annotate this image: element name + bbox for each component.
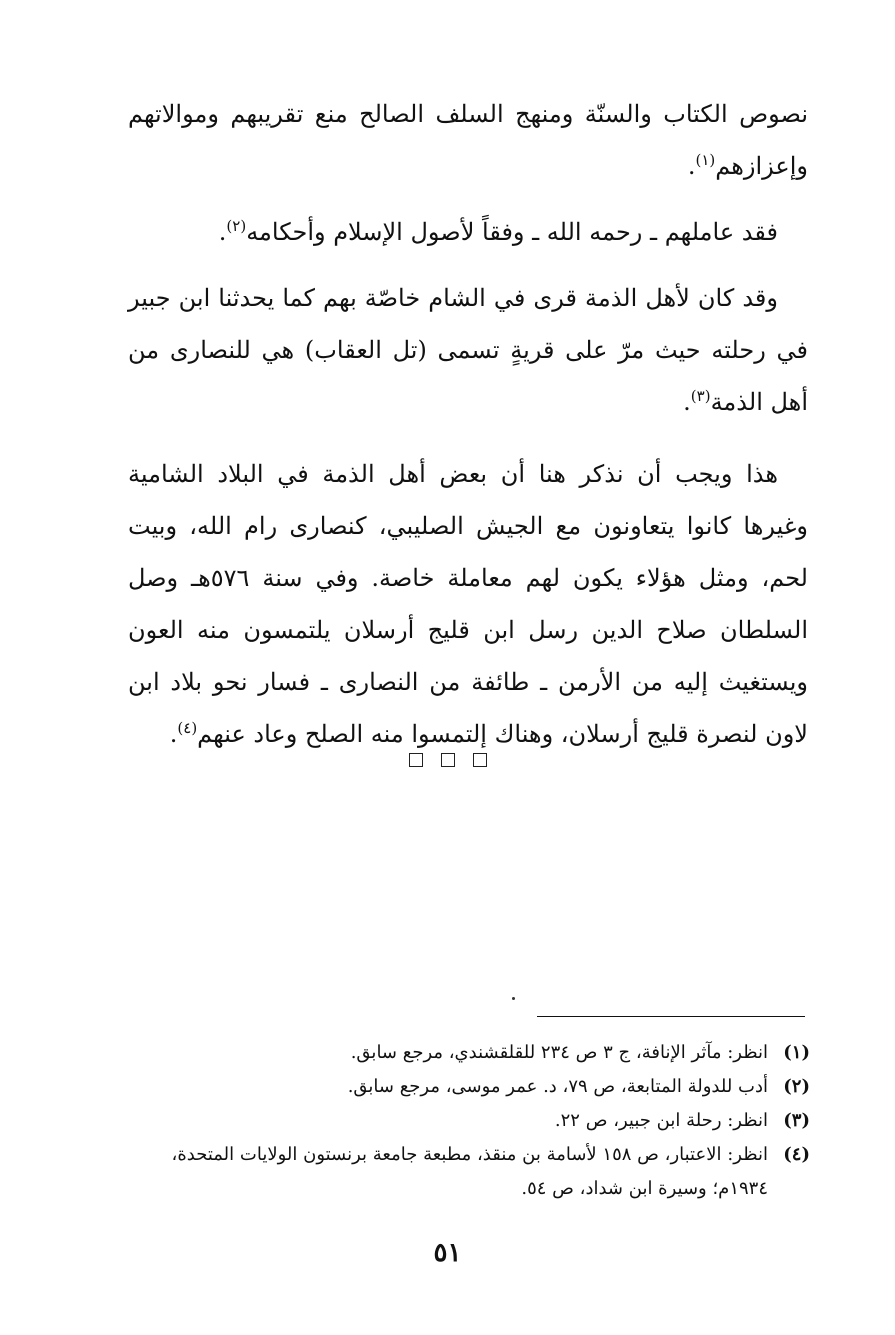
footnote-ref-4[interactable]: (٤) bbox=[177, 719, 198, 737]
paragraph-3-end: . bbox=[683, 388, 691, 416]
paragraph-4 bbox=[128, 448, 808, 760]
footnote-4 bbox=[120, 1138, 810, 1206]
footnote-divider bbox=[537, 1016, 805, 1017]
paragraph-1 bbox=[128, 88, 808, 192]
stray-dot bbox=[512, 997, 515, 1000]
footnote-text: انظر: مآثر الإنافة، ج ٣ ص ٢٣٤ للقلقشندي، مرجع سابق. bbox=[350, 1042, 768, 1063]
footnote-number: (١) bbox=[783, 1042, 810, 1063]
paragraph-1-end: . bbox=[687, 152, 696, 180]
footnote-number: (٢) bbox=[783, 1076, 810, 1097]
footnote-2 bbox=[120, 1070, 810, 1104]
paragraph-4-text: هذا ويجب أن نذكر هنا أن بعض أهل الذمة في البلاد الشامية وغيرها كانوا يتعاونون مع الجيش الصليبي، كنصارى رام الله، وبيت لحم، ومثل هؤلاء يكون لهم معاملة خاصة. وفي سنة ٥٧٦هـ وصل السلطان صلاح الدين رسل ابن قليج أرسلان يلتمسون منه العون ويستغيث إليه من الأرمن ـ طائفة من النصارى ـ فسار نحو بلاد ابن لاون لنصرة قليج أرسلان، وهناك إلتمسوا منه الصلح وعاد عنهم bbox=[128, 460, 808, 748]
paragraph-3-text: وقد كان لأهل الذمة قرى في الشام خاصّة بهم كما يحدثنا ابن جبير في رحلته حيث مرّ على قريةٍ تسمى (تل العقاب) هي للنصارى من أهل الذمة bbox=[128, 284, 808, 416]
footnotes bbox=[120, 1036, 810, 1206]
paragraph-3 bbox=[128, 272, 808, 428]
footnote-ref-3[interactable]: (٣) bbox=[690, 387, 711, 405]
footnote-1 bbox=[120, 1036, 810, 1070]
paragraph-2 bbox=[128, 206, 808, 258]
separator-square-icon bbox=[441, 753, 455, 767]
footnote-number: (٣) bbox=[783, 1110, 810, 1131]
paragraph-1-text: نصوص الكتاب والسنّة ومنهج السلف الصالح منع تقريبهم وموالاتهم وإعزازهم bbox=[128, 100, 808, 180]
section-separator bbox=[0, 752, 895, 771]
footnote-text: انظر: الاعتبار، ص ١٥٨ لأسامة بن منقذ، مطبعة جامعة برنستون الولايات المتحدة، ١٩٣٤م؛ وسيرة ابن شداد، ص ٥٤. bbox=[171, 1144, 768, 1199]
footnote-ref-2[interactable]: (٢) bbox=[226, 217, 247, 235]
separator-square-icon bbox=[409, 753, 423, 767]
footnote-3 bbox=[120, 1104, 810, 1138]
main-text bbox=[128, 88, 808, 760]
page-number: ٥١ bbox=[433, 1238, 462, 1268]
paragraph-2-text: فقد عاملهم ـ رحمه الله ـ وفقاً لأصول الإسلام وأحكامه bbox=[246, 218, 778, 246]
footnote-text: أدب للدولة المتابعة، ص ٧٩، د. عمر موسى، مرجع سابق. bbox=[347, 1076, 768, 1097]
footnote-text: انظر: رحلة ابن جبير، ص ٢٢. bbox=[554, 1110, 768, 1131]
footnote-number: (٤) bbox=[783, 1144, 810, 1165]
paragraph-2-end: . bbox=[218, 218, 227, 246]
paragraph-4-end: . bbox=[169, 720, 178, 748]
separator-square-icon bbox=[473, 753, 487, 767]
footnote-ref-1[interactable]: (١) bbox=[695, 151, 716, 169]
